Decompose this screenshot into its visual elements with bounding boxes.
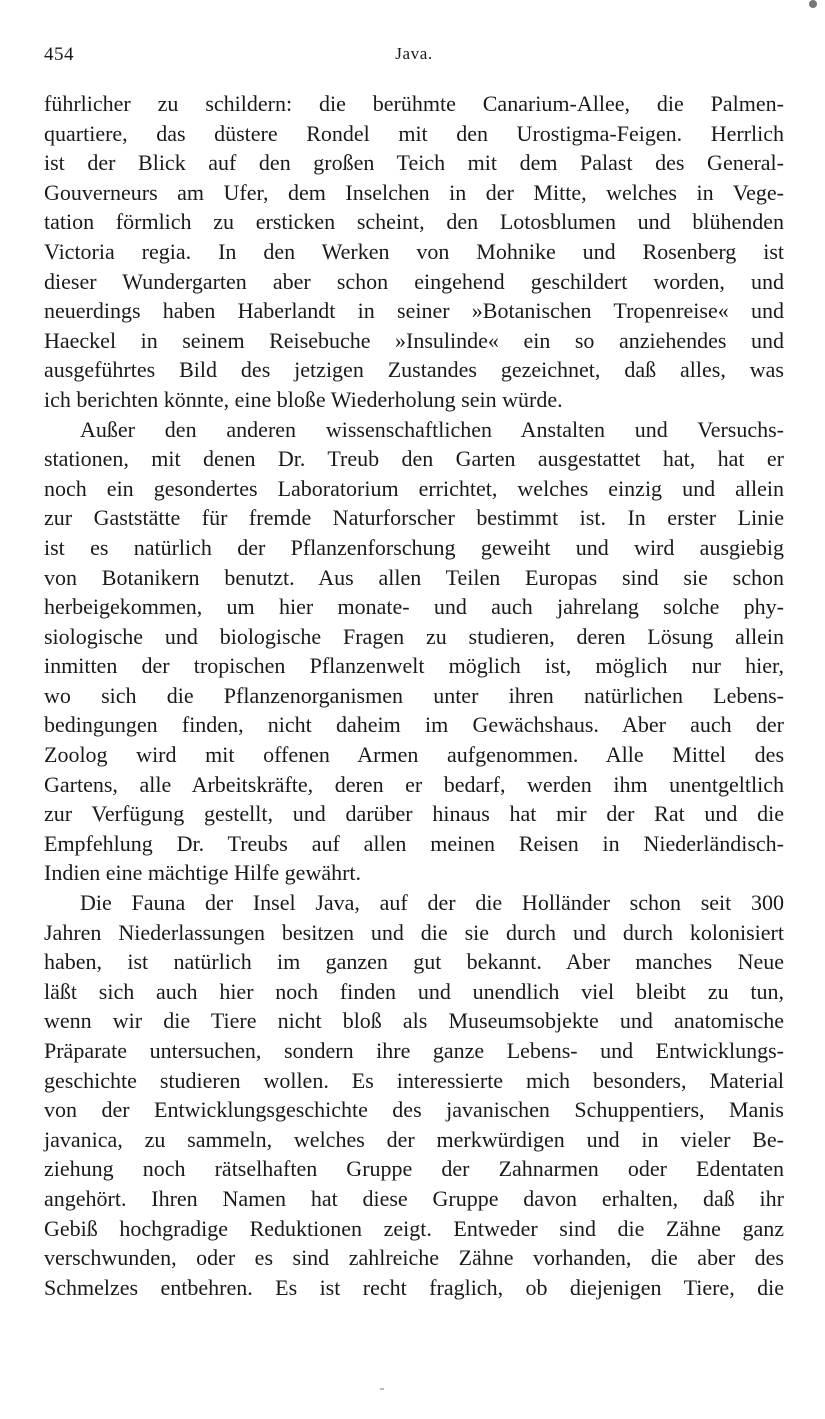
paragraph — [44, 89, 784, 415]
ink-speck — [380, 1388, 384, 1390]
text-line: Haeckel in seinem Reisebuche »Insulinde« ein so anziehendes und — [44, 327, 784, 353]
text-line: siologische und biologische Fragen zu studieren, deren Lösung allein — [44, 623, 784, 649]
text-line: Gouverneurs am Ufer, dem Inselchen in der Mitte, welches in Vege- — [44, 179, 784, 205]
text-line: wenn wir die Tiere nicht bloß als Museumsobjekte und anatomische — [44, 1008, 784, 1034]
text-line: ist es natürlich der Pflanzenforschung geweiht und wird ausgiebig — [44, 534, 784, 560]
text-line: dieser Wundergarten aber schon eingehend geschildert worden, und — [44, 268, 784, 294]
text-line: wo sich die Pflanzenorganismen unter ihren natürlichen Lebens- — [44, 682, 784, 708]
text-line: zur Gaststätte für fremde Naturforscher bestimmt ist. In erster Linie — [44, 505, 784, 531]
text-line: ausgeführtes Bild des jetzigen Zustandes gezeichnet, daß alles, was — [44, 357, 784, 383]
page-number: 454 — [44, 44, 74, 65]
text-line: herbeigekommen, um hier monate- und auch jahrelang solche phy- — [44, 594, 784, 620]
text-line: führlicher zu schildern: die berühmte Canarium-Allee, die Palmen- — [44, 91, 784, 116]
text-line: ich berichten könnte, eine bloße Wiederholung sein würde. — [44, 386, 563, 412]
text-line: Zoolog wird mit offenen Armen aufgenommen. Alle Mittel des — [44, 742, 784, 768]
text-line: haben, ist natürlich im ganzen gut bekannt. Aber manches Neue — [44, 949, 784, 975]
text-line: zur Verfügung gestellt, und darüber hinaus hat mir der Rat und die — [44, 801, 784, 827]
text-line: bedingungen finden, nicht daheim im Gewächshaus. Aber auch der — [44, 712, 784, 738]
text-line: Die Fauna der Insel Java, auf der die Holländer schon seit 300 — [80, 890, 784, 916]
text-line: geschichte studieren wollen. Es interessierte mich besonders, Material — [44, 1067, 784, 1093]
text-line: Indien eine mächtige Hilfe gewährt. — [44, 860, 362, 886]
paragraph — [44, 888, 784, 1302]
paragraph — [44, 415, 784, 889]
text-line: Gartens, alle Arbeitskräfte, deren er bedarf, werden ihm unentgeltlich — [44, 771, 784, 797]
text-line: Victoria regia. In den Werken von Mohnike und Rosenberg ist — [44, 238, 784, 264]
text-line: ist der Blick auf den großen Teich mit dem Palast des General- — [44, 150, 784, 176]
text-line: verschwunden, oder es sind zahlreiche Zähne vorhanden, die aber des — [44, 1245, 784, 1271]
text-line: neuerdings haben Haberlandt in seiner »Botanischen Tropenreise« und — [44, 298, 784, 324]
text-line: von der Entwicklungsgeschichte des javanischen Schuppentiers, Manis — [44, 1097, 784, 1123]
text-line: Empfehlung Dr. Treubs auf allen meinen Reisen in Niederländisch- — [44, 830, 784, 856]
text-line: läßt sich auch hier noch finden und unendlich viel bleibt zu tun, — [44, 978, 784, 1004]
text-line: noch ein gesondertes Laboratorium errichtet, welches einzig und allein — [44, 475, 784, 501]
running-title: Java. — [395, 44, 433, 63]
text-line: quartiere, das düstere Rondel mit den Urostigma-Feigen. Herrlich — [44, 120, 784, 146]
text-line: javanica, zu sammeln, welches der merkwürdigen und in vieler Be- — [44, 1126, 784, 1152]
text-line: stationen, mit denen Dr. Treub den Garten ausgestattet hat, hat er — [44, 446, 784, 472]
text-line: Gebiß hochgradige Reduktionen zeigt. Entweder sind die Zähne ganz — [44, 1215, 784, 1241]
text-line: Präparate untersuchen, sondern ihre ganze Lebens- und Entwicklungs- — [44, 1038, 784, 1063]
body-text — [44, 89, 784, 1302]
text-line: Schmelzes entbehren. Es ist recht fraglich, ob diejenigen Tiere, die — [44, 1274, 784, 1300]
text-line: angehört. Ihren Namen hat diese Gruppe davon erhalten, daß ihr — [44, 1185, 784, 1211]
text-line: ziehung noch rätselhaften Gruppe der Zahnarmen oder Edentaten — [44, 1156, 784, 1182]
text-line: inmitten der tropischen Pflanzenwelt möglich ist, möglich nur hier, — [44, 653, 784, 679]
text-line: Außer den anderen wissenschaftlichen Anstalten und Versuchs- — [80, 416, 784, 442]
text-line: von Botanikern benutzt. Aus allen Teilen Europas sind sie schon — [44, 564, 784, 590]
text-line: tation förmlich zu ersticken scheint, den Lotosblumen und blühenden — [44, 209, 784, 235]
running-head — [44, 44, 784, 74]
text-line: Jahren Niederlassungen besitzen und die sie durch und durch kolonisiert — [44, 919, 784, 945]
ink-speck — [809, 0, 817, 8]
